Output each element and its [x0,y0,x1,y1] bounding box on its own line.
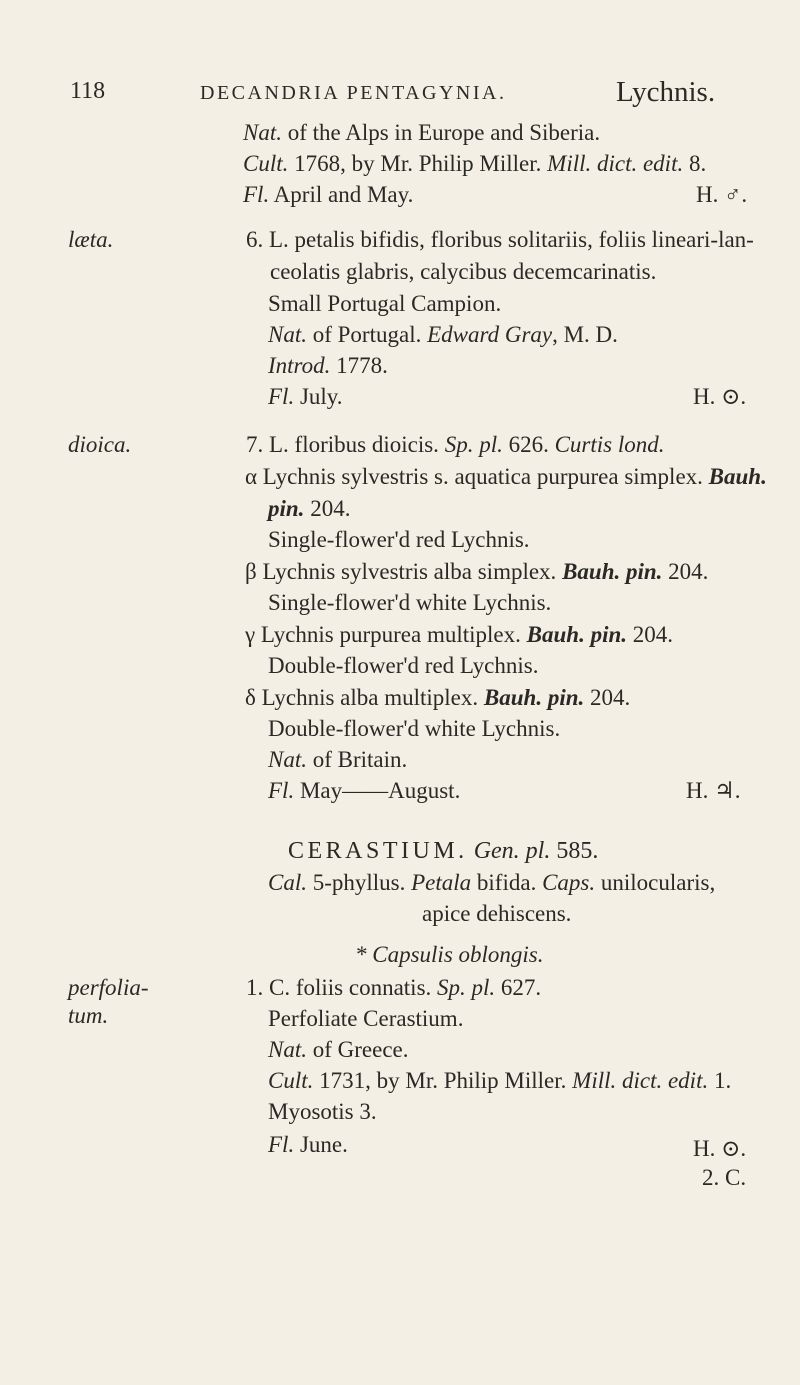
page-number: 118 [70,78,106,104]
dioica-habit: H. ♃. [686,778,741,803]
perfoliatum-common: Perfoliate Cerastium. [268,1006,464,1031]
top-cult-line: Cult. 1768, by Mr. Philip Miller. Mill. dict. edit. 8. [243,151,707,176]
margin-dioica: dioica. [68,432,132,457]
laeta-diagnosis-2: ceolatis glabris, calycibus decemcarinatis. [270,259,657,284]
cerastium-characters-2: apice dehiscens. [422,901,572,926]
genus-header: Lychnis. [616,76,716,108]
laeta-fl-line: Fl. July. [268,384,343,409]
dioica-gamma-common: Double-flower'd red Lychnis. [268,653,539,678]
margin-laeta: læta. [68,227,114,252]
margin-perfoliatum-2: tum. [68,1003,109,1028]
cerastium-subhead: * Capsulis oblongis. [355,942,544,967]
dioica-fl-line: Fl. May——August. [268,778,461,803]
laeta-diagnosis-1: 6. L. petalis bifidis, floribus solitariis, foliis lineari-lan- [246,227,754,252]
dioica-beta-common: Single-flower'd white Lychnis. [268,590,552,615]
top-habit: H. ♂. [696,182,748,207]
laeta-nat-line: Nat. of Portugal. Edward Gray, M. D. [268,322,618,347]
dioica-delta-common: Double-flower'd white Lychnis. [268,716,561,741]
perfoliatum-diagnosis: 1. C. foliis connatis. Sp. pl. 627. [246,975,542,1000]
dioica-alpha: α Lychnis sylvestris s. aquatica purpurea simplex. Bauh. [245,464,767,489]
dioica-alpha-pin: pin. 204. [268,496,351,521]
margin-perfoliatum-1: perfolia- [68,975,149,1000]
laeta-introd-line: Introd. 1778. [268,353,388,378]
perfoliatum-nat-line: Nat. of Greece. [268,1037,409,1062]
perfoliatum-myosotis: Myosotis 3. [268,1099,377,1124]
dioica-diagnosis: 7. L. floribus dioicis. Sp. pl. 626. Curtis lond. [246,432,665,457]
top-fl-line: Fl. April and May. [243,182,414,207]
dioica-gamma: γ Lychnis purpurea multiplex. Bauh. pin. 204. [245,622,673,647]
top-nat-line: Nat. of the Alps in Europe and Siberia. [243,120,601,145]
cerastium-heading: CERASTIUM. Gen. pl. 585. [288,838,599,864]
perfoliatum-cult-line: Cult. 1731, by Mr. Philip Miller. Mill. dict. edit. 1. [268,1068,732,1093]
running-title: DECANDRIA PENTAGYNIA. [200,82,507,104]
catchword: 2. C. [702,1165,747,1190]
dioica-beta: β Lychnis sylvestris alba simplex. Bauh. pin. 204. [245,559,709,584]
perfoliatum-fl-line: Fl. June. [268,1132,348,1157]
dioica-delta: δ Lychnis alba multiplex. Bauh. pin. 204. [245,685,631,710]
dioica-alpha-common: Single-flower'd red Lychnis. [268,527,530,552]
cerastium-characters: Cal. 5-phyllus. Petala bifida. Caps. unilocularis, [268,870,716,895]
laeta-habit: H. ⊙. [693,384,747,409]
perfoliatum-habit: H. ⊙. [693,1136,747,1161]
laeta-common-name: Small Portugal Campion. [268,291,502,316]
dioica-nat-line: Nat. of Britain. [268,747,408,772]
